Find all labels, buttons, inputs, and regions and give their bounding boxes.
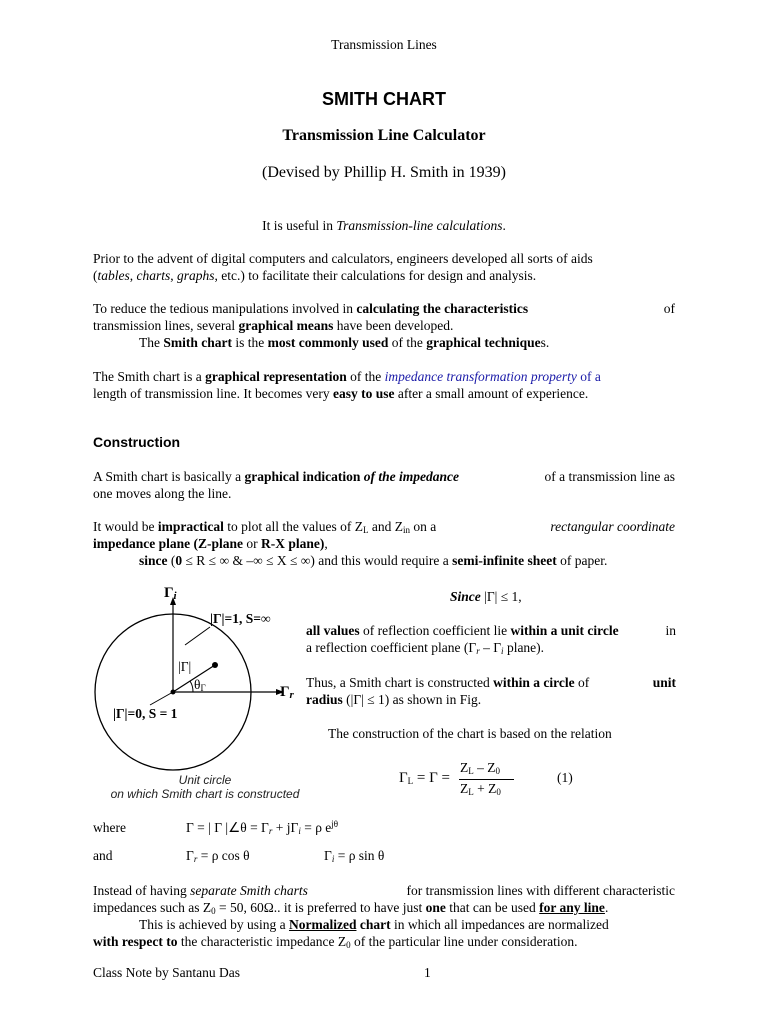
basis-line: The construction of the chart is based on the relation [328,726,612,741]
equation-lhs: $\Gamma_L = \Gamma$ = [399,770,451,786]
equation-numerator: $Z_L - Z_0$ [460,760,500,776]
gamma-polar-expression: Γ = | Γ |∠θ = $\Gamma_r + j\Gamma_i = \rho$ $e^{j\theta}$ [186,819,339,836]
figure-caption: Unit circle on which Smith chart is constructed [110,773,300,801]
thus-paragraph: Thus, a Smith chart is constructed within a circle of unit radius (|Γ| ≤ 1) as shown in Fig. [306,675,676,707]
theta-arc [190,681,193,692]
footer-author: Class Note by Santanu Das [93,965,240,980]
page-subtitle: Transmission Line Calculator [282,127,486,144]
running-header: Transmission Lines [331,37,437,52]
origin-label: |Γ|=0, S = 1 [113,706,178,721]
origin-leader [150,692,173,705]
gamma-i-label: $\Gamma_i$ [164,585,177,602]
instead-paragraph: Instead of having separate Smith charts for transmission lines with different characteristic impedances such as $Z_0 = 50$, 60Ω.. it is preferred to have just one that can be used for any line. This is achieved by using a Normalized chart in which all impedances are normalized with respect to the characteristic impedance $Z_0$ of the particular line under consideration. [93,883,675,950]
and-label: and [93,848,113,863]
representation-paragraph: The Smith chart is a graphical representation of the impedance transformation property of a length of transmission line. It becomes very easy to use after a small amount of experience. [93,369,601,401]
since-line: Since |Γ| ≤ 1, [450,589,522,604]
devised-by: (Devised by Phillip H. Smith in 1939) [262,164,506,181]
construction-heading: Construction [93,434,181,450]
magnitude-leader [185,627,210,645]
page-title: SMITH CHART [322,89,446,109]
page-number: 1 [424,965,431,980]
construction-paragraph-1: A Smith chart is basically a graphical indication of the impedance of a transmission line as one moves along the line. [93,469,675,501]
fraction-bar [459,779,514,780]
theta-label: $\theta_\Gamma$ [194,677,206,693]
unit-magnitude-label: |Γ|=1, S=∞ [210,611,271,626]
construction-paragraph-2: It would be impractical to plot all the values of $Z_L$ and $Z_{in}$ on a rectangular coordinate impedance plane (Z-plane or R-X plane), since (0 ≤ R ≤ ∞ & –∞ ≤ X ≤ ∞) and this would require a semi-infinite sheet of paper. [93,519,675,568]
gamma-i-expression: $\Gamma_i = \rho$ sin θ [324,848,385,864]
gamma-magnitude-label: |Γ| [178,659,192,674]
gamma-r-expression: $\Gamma_r = \rho$ cos θ [186,848,250,864]
equation-denominator: $Z_L + Z_0$ [460,781,501,797]
prior-paragraph: Prior to the advent of digital computers and calculators, engineers developed all sorts of aids (tables, charts, graphs, etc.) to facilitate their calculations for design and analysis. [93,251,593,283]
useful-line: It is useful in Transmission-line calculations. [262,218,506,233]
all-values-paragraph: all values of reflection coefficient lie within a unit circle in a reflection coefficient plane ($\Gamma_r - \Gamma_i$ plane). [306,623,676,656]
unit-circle-figure [90,585,310,805]
reduce-paragraph: To reduce the tedious manipulations involved in calculating the characteristics of transmission lines, several graphical means have been developed. The Smith chart is the most commonly used of the graphical techniques. [93,301,675,350]
gamma-point [212,662,218,668]
gamma-r-label: $\Gamma_r$ [280,684,294,701]
unit-circle-diagram [90,585,310,805]
equation-number: (1) [557,770,573,785]
where-label: where [93,820,126,835]
